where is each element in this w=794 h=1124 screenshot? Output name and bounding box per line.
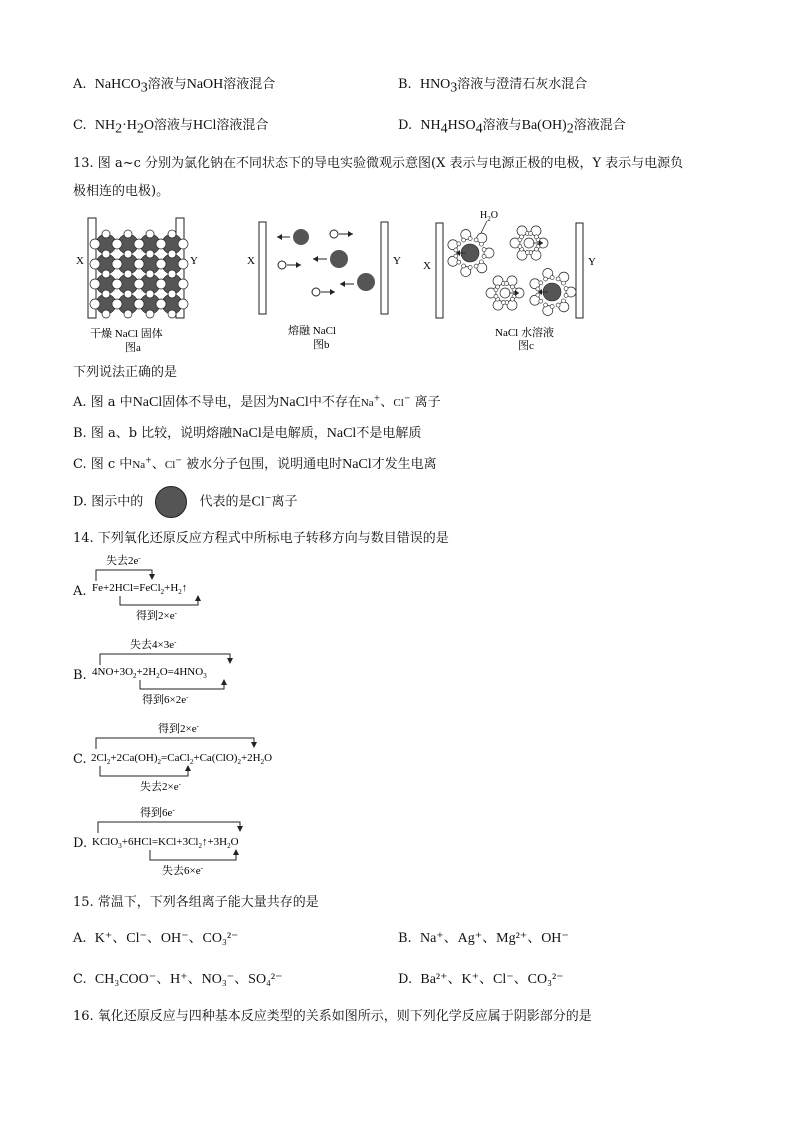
- water-molecule: [517, 247, 529, 260]
- figure-c-nacl-solution: [420, 205, 610, 357]
- caption-b-label: 图b: [313, 339, 330, 351]
- q14-option-a-equation: [90, 553, 250, 623]
- sodium-ion: [156, 259, 166, 269]
- water-molecule: [448, 240, 461, 252]
- q13-option-b: B. 图 a、b 比较，说明熔融NaCl是电解质，NaCl不是电解质: [73, 426, 422, 441]
- caption-c: NaCl 水溶液: [495, 327, 554, 339]
- water-molecule: [517, 226, 529, 239]
- sodium-ion: [178, 259, 188, 269]
- electrode-x: [259, 222, 266, 314]
- sodium-ion: [102, 250, 110, 258]
- sodium-ion: [146, 230, 154, 238]
- electron-lost-label: 失去4×3e-: [130, 638, 177, 651]
- sodium-ion: [124, 230, 132, 238]
- water-molecule: [448, 254, 461, 266]
- q16-stem: 16. 氧化还原反应与四种基本反应类型的关系如图所示，则下列化学反应属于阴影部分的是: [73, 1009, 592, 1024]
- water-molecule: [556, 299, 569, 312]
- sodium-ion: [124, 250, 132, 258]
- q12-option-c: C. $NH_2\cdot H_2O$溶液与HCl溶液混合: [73, 118, 269, 137]
- water-molecule: [510, 238, 522, 249]
- water-molecule: [493, 297, 505, 310]
- water-molecule: [543, 268, 554, 281]
- sodium-ion: [102, 290, 110, 298]
- water-molecule: [505, 297, 517, 310]
- water-molecule: [461, 264, 472, 277]
- sodium-ion: [124, 310, 132, 318]
- sodium-ion: [146, 250, 154, 258]
- q13-option-d: D. 图示中的 代表的是Cl−离子: [73, 486, 298, 518]
- chloride-ion: [313, 250, 348, 268]
- q14-option-b-letter: B.: [73, 668, 87, 683]
- electron-gained-label: 得到6e-: [140, 806, 175, 819]
- water-molecule: [486, 288, 498, 299]
- label-x: X: [247, 255, 255, 267]
- caption-b: 熔融 NaCl: [288, 325, 336, 337]
- water-molecule: [474, 233, 487, 246]
- caption-a-label: 图a: [125, 342, 141, 354]
- sodium-ion: [134, 279, 144, 289]
- sodium-ion: [524, 238, 534, 248]
- caption-c-label: 图c: [518, 340, 534, 352]
- sodium-ion: [134, 299, 144, 309]
- q13-option-c: C. 图 c 中Na+、Cl− 被水分子包围，说明通电时NaCl才发生电离: [73, 455, 437, 472]
- sodium-ion: [178, 299, 188, 309]
- electron-lost-label: 失去6×e-: [162, 864, 203, 877]
- q15-option-b: B. Na⁺、Ag⁺、Mg²⁺、OH⁻: [398, 931, 569, 946]
- water-molecule: [556, 272, 569, 285]
- sodium-ion: [90, 239, 100, 249]
- electron-gained-label: 得到6×2e-: [142, 693, 189, 706]
- label-x: X: [76, 255, 84, 267]
- sodium-ion: [156, 299, 166, 309]
- chloride-ion-symbol: [155, 486, 187, 518]
- q15-option-d: D. Ba²⁺、K⁺、Cl⁻、CO₃²⁻: [398, 972, 564, 987]
- sodium-ion: [124, 270, 132, 278]
- label-y: Y: [588, 256, 596, 268]
- water-molecule: [529, 247, 541, 260]
- q15-option-c: C. CH₃COO⁻、H⁺、NO₃⁻、SO₄²⁻: [73, 972, 283, 987]
- chloride-ion: [277, 229, 309, 245]
- label-y: Y: [190, 255, 198, 267]
- sodium-ion: [112, 279, 122, 289]
- sodium-ion: [134, 239, 144, 249]
- caption-a: 干燥 NaCl 固体: [90, 328, 163, 340]
- q14-option-c-equation: [88, 721, 338, 793]
- sodium-ion: [102, 230, 110, 238]
- water-molecule: [461, 229, 472, 242]
- sodium-ion: [112, 239, 122, 249]
- sodium-ion: [124, 290, 132, 298]
- sodium-ion: [90, 299, 100, 309]
- hydrated-ions: [448, 226, 576, 316]
- sodium-ion: [146, 310, 154, 318]
- sodium-ion: [168, 290, 176, 298]
- chloride-ion: [340, 273, 375, 291]
- equation: $Fe+2HCl=FeCl_2+H_2↑$: [92, 582, 188, 596]
- water-molecule: [529, 226, 541, 239]
- sodium-ion: [102, 270, 110, 278]
- q13-stem-line2: 极相连的电极)。: [73, 184, 170, 199]
- electrode-y: [576, 223, 583, 318]
- sodium-ion: [134, 259, 144, 269]
- figure-b-molten-nacl: [245, 212, 410, 357]
- ionic-lattice: [90, 230, 188, 318]
- q13-stem-line1: 13. 图 a~c 分别为氯化钠在不同状态下的导电实验微观示意图(X 表示与电源正极的电极，Y 表示与电源负: [73, 156, 684, 171]
- water-molecule: [564, 287, 576, 298]
- sodium-ion: [312, 288, 335, 296]
- sodium-ion: [112, 299, 122, 309]
- sodium-ion: [146, 270, 154, 278]
- electron-lost-label: 失去2×e-: [140, 780, 181, 793]
- water-molecule: [493, 276, 505, 289]
- sodium-ion: [102, 310, 110, 318]
- sodium-ion: [156, 239, 166, 249]
- sodium-ion: [178, 239, 188, 249]
- equation: $4NO+3O_2+2H_2O=4HNO_3$: [92, 666, 207, 680]
- figure-a-solid-nacl: [70, 212, 220, 357]
- equation: $KClO_3+6HCl=KCl+3Cl_2↑+3H_2O$: [92, 836, 239, 850]
- electron-lost-label: 失去2e-: [106, 554, 141, 567]
- water-label: $H_2O$: [480, 210, 498, 223]
- sodium-ion: [168, 230, 176, 238]
- water-molecule: [482, 248, 494, 259]
- equation: $2Cl_2+2Ca(OH)_2=CaCl_2+Ca(ClO)_2+2H_2O$: [91, 752, 273, 766]
- q13-option-a: A. 图 a 中NaCl固体不导电，是因为NaCl中不存在Na+、Cl− 离子: [73, 393, 441, 410]
- q14-option-d-letter: D.: [73, 836, 88, 851]
- q14-option-c-letter: C.: [73, 752, 87, 767]
- sodium-ion: [330, 230, 353, 238]
- electrode-y: [381, 222, 388, 314]
- label-x: X: [423, 260, 431, 272]
- sodium-ion: [168, 250, 176, 258]
- q12-option-a: A. NaHCO$_3$溶液与NaOH溶液混合: [73, 77, 276, 96]
- water-molecule: [505, 276, 517, 289]
- q14-option-d-equation: [90, 805, 300, 877]
- q15-option-a: A. K⁺、Cl⁻、OH⁻、CO₃²⁻: [73, 931, 239, 946]
- label-y: Y: [393, 255, 401, 267]
- q15-stem: 15. 常温下，下列各组离子能大量共存的是: [73, 895, 319, 910]
- sodium-ion: [156, 279, 166, 289]
- q12-option-d: D. $NH_4HSO_4$溶液与$Ba(OH)_2$溶液混合: [398, 118, 626, 137]
- sodium-ion: [112, 259, 122, 269]
- water-molecule: [543, 303, 554, 316]
- sodium-ion: [90, 259, 100, 269]
- electrode-x: [436, 223, 443, 318]
- water-molecule: [474, 260, 487, 273]
- water-molecule: [530, 279, 543, 291]
- sodium-ion: [278, 261, 301, 269]
- q14-option-a-letter: A.: [73, 584, 87, 599]
- water-molecule: [530, 293, 543, 305]
- electron-gained-label: 得到2×e-: [136, 609, 177, 622]
- sodium-ion: [168, 310, 176, 318]
- q14-stem: 14. 下列氧化还原反应方程式中所标电子转移方向与数目错误的是: [73, 531, 449, 546]
- sodium-ion: [178, 279, 188, 289]
- q13-prompt: 下列说法正确的是: [73, 365, 178, 380]
- q12-option-b: B. $HNO_3$溶液与澄清石灰水混合: [398, 77, 588, 96]
- sodium-ion: [168, 270, 176, 278]
- q14-option-b-equation: [90, 637, 260, 707]
- sodium-ion: [500, 288, 510, 298]
- electron-gained-label: 得到2×e-: [158, 722, 199, 735]
- sodium-ion: [146, 290, 154, 298]
- sodium-ion: [90, 279, 100, 289]
